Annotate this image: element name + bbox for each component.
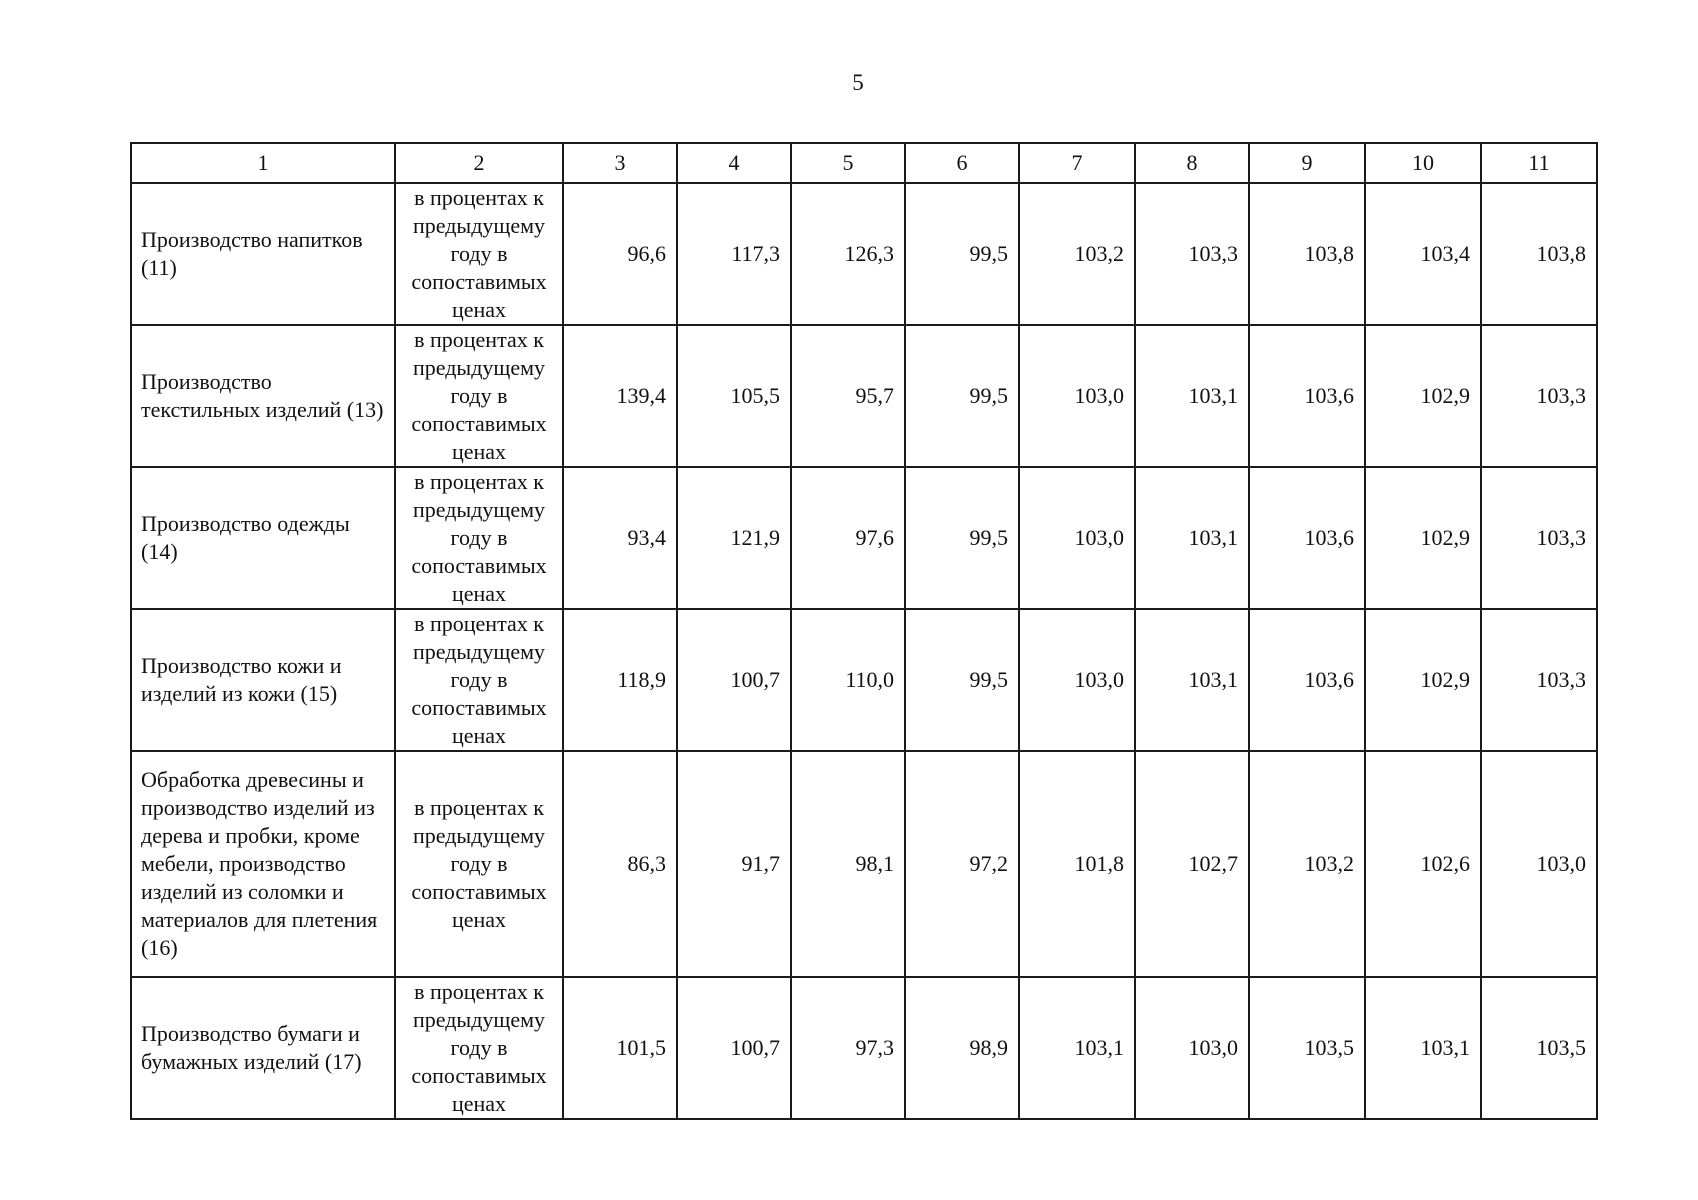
value-cell: 103,1	[1135, 609, 1249, 751]
value-cell: 97,3	[791, 977, 905, 1119]
value-cell: 86,3	[563, 751, 677, 977]
table-row	[131, 467, 1597, 609]
value-cell: 99,5	[905, 467, 1019, 609]
table-row	[131, 325, 1597, 467]
table-row	[131, 609, 1597, 751]
industry-name-cell: Обработка древесины и производство изделий из дерева и пробки, кроме мебели, производство изделий из соломки и материалов для плетения (16)	[131, 751, 395, 977]
value-cell: 103,1	[1135, 467, 1249, 609]
value-cell: 96,6	[563, 183, 677, 325]
page-number: 5	[852, 70, 864, 95]
value-cell: 117,3	[677, 183, 791, 325]
value-cell: 103,2	[1019, 183, 1135, 325]
column-header: 6	[905, 143, 1019, 183]
column-header: 10	[1365, 143, 1481, 183]
value-cell: 99,5	[905, 183, 1019, 325]
industry-name-cell: Производство бумаги и бумажных изделий (17)	[131, 977, 395, 1119]
value-cell: 103,0	[1019, 467, 1135, 609]
unit-cell: в процентах к предыдущему году в сопоставимых ценах	[395, 325, 563, 467]
value-cell: 103,2	[1249, 751, 1365, 977]
value-cell: 103,6	[1249, 467, 1365, 609]
value-cell: 98,9	[905, 977, 1019, 1119]
value-cell: 103,3	[1481, 609, 1597, 751]
value-cell: 103,0	[1135, 977, 1249, 1119]
value-cell: 103,6	[1249, 609, 1365, 751]
column-header: 7	[1019, 143, 1135, 183]
value-cell: 91,7	[677, 751, 791, 977]
value-cell: 93,4	[563, 467, 677, 609]
table-row	[131, 751, 1597, 977]
unit-cell: в процентах к предыдущему году в сопоставимых ценах	[395, 609, 563, 751]
value-cell: 95,7	[791, 325, 905, 467]
column-header: 4	[677, 143, 791, 183]
column-header: 5	[791, 143, 905, 183]
value-cell: 103,3	[1481, 467, 1597, 609]
value-cell: 103,4	[1365, 183, 1481, 325]
value-cell: 97,6	[791, 467, 905, 609]
value-cell: 103,3	[1481, 325, 1597, 467]
value-cell: 103,0	[1019, 325, 1135, 467]
value-cell: 121,9	[677, 467, 791, 609]
column-header: 3	[563, 143, 677, 183]
value-cell: 103,1	[1019, 977, 1135, 1119]
value-cell: 102,7	[1135, 751, 1249, 977]
value-cell: 103,8	[1481, 183, 1597, 325]
column-number-row	[131, 143, 1597, 183]
industry-name-cell: Производство одежды (14)	[131, 467, 395, 609]
column-header: 8	[1135, 143, 1249, 183]
value-cell: 102,9	[1365, 609, 1481, 751]
unit-cell: в процентах к предыдущему году в сопоставимых ценах	[395, 977, 563, 1119]
value-cell: 101,5	[563, 977, 677, 1119]
column-header: 11	[1481, 143, 1597, 183]
indicators-table	[130, 142, 1598, 1120]
unit-cell: в процентах к предыдущему году в сопоставимых ценах	[395, 467, 563, 609]
value-cell: 103,1	[1135, 325, 1249, 467]
value-cell: 103,0	[1019, 609, 1135, 751]
value-cell: 126,3	[791, 183, 905, 325]
column-header: 9	[1249, 143, 1365, 183]
table-row	[131, 977, 1597, 1119]
column-header: 1	[131, 143, 395, 183]
value-cell: 102,9	[1365, 325, 1481, 467]
unit-cell: в процентах к предыдущему году в сопоставимых ценах	[395, 183, 563, 325]
value-cell: 105,5	[677, 325, 791, 467]
industry-name-cell: Производство кожи и изделий из кожи (15)	[131, 609, 395, 751]
industry-name-cell: Производство текстильных изделий (13)	[131, 325, 395, 467]
value-cell: 102,9	[1365, 467, 1481, 609]
value-cell: 101,8	[1019, 751, 1135, 977]
value-cell: 110,0	[791, 609, 905, 751]
value-cell: 103,6	[1249, 325, 1365, 467]
value-cell: 103,8	[1249, 183, 1365, 325]
value-cell: 100,7	[677, 609, 791, 751]
value-cell: 139,4	[563, 325, 677, 467]
indicators-table-wrapper	[130, 142, 1598, 1120]
value-cell: 103,5	[1249, 977, 1365, 1119]
value-cell: 99,5	[905, 325, 1019, 467]
value-cell: 103,3	[1135, 183, 1249, 325]
value-cell: 103,0	[1481, 751, 1597, 977]
value-cell: 103,5	[1481, 977, 1597, 1119]
value-cell: 103,1	[1365, 977, 1481, 1119]
value-cell: 102,6	[1365, 751, 1481, 977]
industry-name-cell: Производство напитков (11)	[131, 183, 395, 325]
unit-cell: в процентах к предыдущему году в сопоставимых ценах	[395, 751, 563, 977]
value-cell: 97,2	[905, 751, 1019, 977]
value-cell: 99,5	[905, 609, 1019, 751]
value-cell: 98,1	[791, 751, 905, 977]
value-cell: 118,9	[563, 609, 677, 751]
value-cell: 100,7	[677, 977, 791, 1119]
table-row	[131, 183, 1597, 325]
column-header: 2	[395, 143, 563, 183]
